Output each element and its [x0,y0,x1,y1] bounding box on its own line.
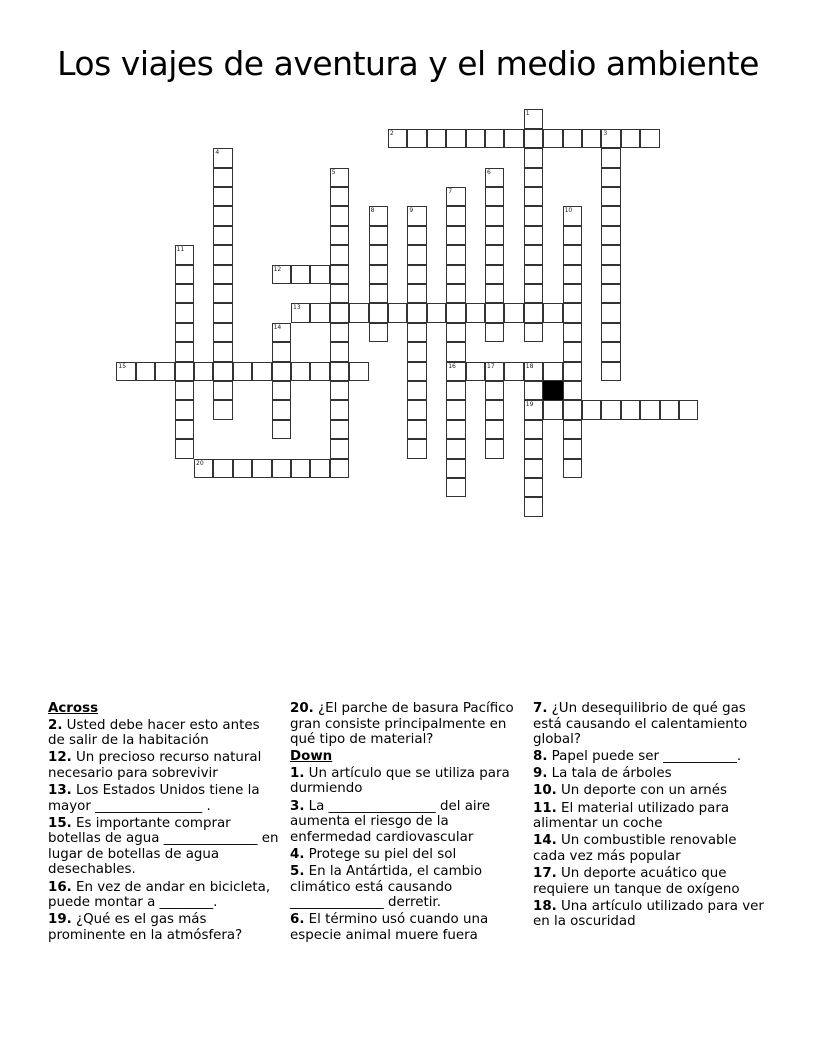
grid-cell[interactable] [407,245,426,264]
grid-cell[interactable] [563,206,582,225]
grid-cell[interactable] [601,265,620,284]
grid-cell[interactable] [601,362,620,381]
grid-cell[interactable] [485,129,504,148]
clue-number: 2 [390,129,394,137]
grid-cell[interactable] [524,362,543,381]
clue-down-11: 11. El material utilizado para alimentar un coche [533,800,730,832]
grid-cell[interactable] [330,439,349,458]
grid-cell[interactable] [407,265,426,284]
clue-number: 14 [273,323,282,331]
grid-cell[interactable] [446,400,465,419]
grid-cell[interactable] [330,362,349,381]
grid-cell[interactable] [213,265,232,284]
grid-cell[interactable] [446,284,465,303]
grid-cell[interactable] [330,206,349,225]
grid-cell[interactable] [330,420,349,439]
grid-cell[interactable] [621,129,640,148]
grid-cell[interactable] [485,265,504,284]
grid-cell[interactable] [291,362,310,381]
grid-cell[interactable] [252,362,271,381]
grid-cell[interactable] [543,400,562,419]
grid-cell[interactable] [330,381,349,400]
grid-cell[interactable] [369,245,388,264]
clue-number: 8 [370,207,375,215]
grid-cell[interactable] [175,245,194,264]
grid-cell[interactable] [563,303,582,322]
grid-cell[interactable] [601,187,620,206]
grid-cell[interactable] [524,109,543,128]
grid-cell[interactable] [213,381,232,400]
grid-cell[interactable] [621,400,640,419]
clues-column-1 [48,701,280,945]
grid-cell[interactable] [330,168,349,187]
grid-cell[interactable] [524,187,543,206]
grid-cell[interactable] [446,342,465,361]
grid-cell[interactable] [175,342,194,361]
grid-cell[interactable] [563,226,582,245]
grid-cell[interactable] [485,187,504,206]
clue-number: 9 [409,207,414,215]
grid-cell[interactable] [466,303,485,322]
grid-cell[interactable] [310,265,329,284]
grid-cell[interactable] [524,323,543,342]
grid-cell[interactable] [330,303,349,322]
grid-cell[interactable] [175,284,194,303]
clue-down-3: 3. La ________________ del aire aumenta el riesgo de la enfermedad cardiovascular [290,798,491,845]
grid-cell[interactable] [407,323,426,342]
grid-cell[interactable] [407,381,426,400]
clue-across-13: 13. Los Estados Unidos tiene la mayor ________________ . [48,782,260,814]
grid-cell[interactable] [272,459,291,478]
grid-cell[interactable] [563,420,582,439]
grid-cell[interactable] [524,168,543,187]
clue-down-10: 10. Un deporte con un arnés [533,783,727,799]
grid-cell[interactable] [504,129,523,148]
grid-cell[interactable] [524,381,543,400]
black-cell [543,381,562,400]
grid-cell[interactable] [446,206,465,225]
grid-cell[interactable] [175,400,194,419]
grid-cell[interactable] [213,342,232,361]
grid-cell[interactable] [407,342,426,361]
grid-cell[interactable] [563,245,582,264]
grid-cell[interactable] [524,497,543,516]
grid-cell[interactable] [155,362,174,381]
grid-cell[interactable] [446,245,465,264]
grid-cell[interactable] [116,362,135,381]
grid-cell[interactable] [563,284,582,303]
across-header: Across [48,701,99,716]
grid-cell[interactable] [213,206,232,225]
grid-cell[interactable] [407,439,426,458]
grid-cell[interactable] [524,226,543,245]
grid-cell[interactable] [446,381,465,400]
grid-cell[interactable] [330,459,349,478]
grid-cell[interactable] [563,381,582,400]
grid-cell[interactable] [485,226,504,245]
grid-cell[interactable] [427,129,446,148]
grid-cell[interactable] [563,265,582,284]
grid-cell[interactable] [524,420,543,439]
clue-number: 7 [448,188,453,195]
grid-cell[interactable] [601,168,620,187]
clue-across-12: 12. Un precioso recurso natural necesario para sobrevivir [48,750,262,781]
grid-cell[interactable] [213,284,232,303]
grid-cell[interactable] [446,439,465,458]
grid-cell[interactable] [407,303,426,322]
grid-cell[interactable] [272,381,291,400]
clue-number: 1 [525,110,530,118]
grid-cell[interactable] [543,303,562,322]
grid-cell[interactable] [543,129,562,148]
clue-down-18: 18. Una artículo utilizado para ver en la oscuridad [533,898,764,930]
grid-cell[interactable] [640,129,659,148]
grid-cell[interactable] [369,323,388,342]
grid-cell[interactable] [601,342,620,361]
grid-cell[interactable] [213,168,232,187]
grid-cell[interactable] [466,362,485,381]
grid-cell[interactable] [330,265,349,284]
grid-cell[interactable] [330,342,349,361]
clue-number: 11 [176,246,185,254]
grid-cell[interactable] [330,323,349,342]
grid-cell[interactable] [563,439,582,458]
grid-cell[interactable] [213,362,232,381]
grid-cell[interactable] [272,265,291,284]
clue-number: 12 [273,265,282,273]
grid-cell[interactable] [485,168,504,187]
grid-cell[interactable] [213,400,232,419]
grid-cell[interactable] [446,420,465,439]
grid-cell[interactable] [272,342,291,361]
clue-number: 5 [331,168,336,176]
clue-number: 6 [487,168,491,176]
grid-cell[interactable] [272,323,291,342]
clues-column-3 [533,701,765,931]
clue-number: 13 [293,304,301,312]
grid-cell[interactable] [446,478,465,497]
grid-cell[interactable] [446,265,465,284]
grid-cell[interactable] [582,129,601,148]
grid-cell[interactable] [175,265,194,284]
grid-cell[interactable] [330,284,349,303]
grid-cell[interactable] [407,284,426,303]
grid-cell[interactable] [369,284,388,303]
grid-cell[interactable] [369,303,388,322]
grid-cell[interactable] [485,323,504,342]
clue-down-9: 9. La tala de árboles [533,766,672,782]
grid-cell[interactable] [524,206,543,225]
grid-cell[interactable] [485,439,504,458]
page-title: Los viajes de aventura y el medio ambiente [57,44,759,83]
grid-cell[interactable] [272,420,291,439]
grid-cell[interactable] [679,400,698,419]
grid-cell[interactable] [136,362,155,381]
grid-cell[interactable] [563,362,582,381]
down-header: Down [290,749,333,765]
clue-down-1: 1. Un artículo que se utiliza para durmiendo [290,765,510,797]
grid-cell[interactable] [369,226,388,245]
grid-cell[interactable] [213,459,232,478]
grid-cell[interactable] [310,362,329,381]
clue-down-7: 7. ¿Un desequilibrio de qué gas está causando el calentamiento global? [533,701,748,748]
grid-cell[interactable] [485,362,504,381]
grid-cell[interactable] [524,245,543,264]
grid-cell[interactable] [175,439,194,458]
grid-cell[interactable] [175,303,194,322]
grid-cell[interactable] [446,459,465,478]
grid-cell[interactable] [485,420,504,439]
clue-down-4: 4. Protege su piel del sol [290,846,457,862]
grid-cell[interactable] [563,323,582,342]
grid-cell[interactable] [310,459,329,478]
grid-cell[interactable] [272,400,291,419]
grid-cell[interactable] [291,265,310,284]
grid-cell[interactable] [446,187,465,206]
grid-cell[interactable] [369,206,388,225]
clue-across-16: 16. En vez de andar en bicicleta, puede montar a ________. [48,879,271,911]
grid-cell[interactable] [601,206,620,225]
grid-cell[interactable] [194,459,213,478]
grid-cell[interactable] [524,284,543,303]
grid-cell[interactable] [407,226,426,245]
grid-cell[interactable] [233,362,252,381]
grid-cell[interactable] [524,265,543,284]
clue-number: 20 [196,459,204,467]
clue-across-2: 2. Usted debe hacer esto antes de salir de la habitación [48,717,260,749]
grid-cell[interactable] [524,303,543,322]
clue-number: 16 [448,362,456,370]
clues-column-2 [290,701,522,945]
grid-cell[interactable] [563,342,582,361]
grid-cell[interactable] [660,400,679,419]
grid-cell[interactable] [485,284,504,303]
grid-cell[interactable] [291,459,310,478]
grid-cell[interactable] [407,420,426,439]
clue-across-19: 19. ¿Qué es el gas más prominente en la atmósfera? [48,912,243,943]
grid-cell[interactable] [466,129,485,148]
grid-cell[interactable] [485,381,504,400]
grid-cell[interactable] [563,400,582,419]
grid-cell[interactable] [194,362,213,381]
grid-cell[interactable] [601,400,620,419]
grid-cell[interactable] [446,226,465,245]
clue-down-6: 6. El término usó cuando una especie animal muere fuera [290,912,489,943]
clue-down-5: 5. En la Antártida, el cambio climático está causando ______________ derretir. [290,863,483,911]
grid-cell[interactable] [485,303,504,322]
grid-cell[interactable] [582,400,601,419]
clue-number: 15 [118,362,127,370]
clue-down-14: 14. Un combustible renovable cada vez más popular [533,833,737,864]
grid-cell[interactable] [504,303,523,322]
grid-cell[interactable] [407,129,426,148]
clue-down-8: 8. Papel puede ser ___________. [533,749,742,765]
grid-cell[interactable] [601,323,620,342]
grid-cell[interactable] [407,400,426,419]
grid-cell[interactable] [563,129,582,148]
crossword-grid [117,110,717,530]
clue-number: 19 [525,401,534,409]
grid-cell[interactable] [601,129,620,148]
grid-cell[interactable] [213,226,232,245]
grid-cell[interactable] [601,148,620,167]
grid-cell[interactable] [543,362,562,381]
grid-cell[interactable] [175,323,194,342]
grid-cell[interactable] [233,459,252,478]
grid-cell[interactable] [175,381,194,400]
grid-cell[interactable] [524,478,543,497]
grid-cell[interactable] [504,362,523,381]
grid-cell[interactable] [310,303,329,322]
grid-cell[interactable] [213,303,232,322]
grid-cell[interactable] [407,206,426,225]
clue-number: 3 [603,129,608,137]
grid-cell[interactable] [388,129,407,148]
grid-cell[interactable] [446,129,465,148]
grid-cell[interactable] [272,362,291,381]
clue-across-20: 20. ¿El parche de basura Pacífico gran consiste principalmente en qué tipo de material? [290,701,514,748]
grid-cell[interactable] [427,303,446,322]
grid-cell[interactable] [213,245,232,264]
grid-cell[interactable] [388,303,407,322]
grid-cell[interactable] [524,400,543,419]
grid-cell[interactable] [252,459,271,478]
grid-cell[interactable] [601,245,620,264]
grid-cell[interactable] [330,226,349,245]
grid-cell[interactable] [213,323,232,342]
grid-cell[interactable] [601,226,620,245]
grid-cell[interactable] [524,459,543,478]
grid-cell[interactable] [175,362,194,381]
grid-cell[interactable] [291,303,310,322]
grid-cell[interactable] [213,148,232,167]
grid-cell[interactable] [407,362,426,381]
grid-cell[interactable] [330,245,349,264]
clue-across-15: 15. Es importante comprar botellas de agua ______________ en lugar de botellas de agua desechables. [48,815,279,878]
grid-cell[interactable] [524,148,543,167]
grid-cell[interactable] [563,459,582,478]
grid-cell[interactable] [601,284,620,303]
grid-cell[interactable] [485,206,504,225]
grid-cell[interactable] [524,129,543,148]
grid-cell[interactable] [446,303,465,322]
grid-cell[interactable] [640,400,659,419]
grid-cell[interactable] [349,303,368,322]
grid-cell[interactable] [213,187,232,206]
grid-cell[interactable] [369,265,388,284]
grid-cell[interactable] [601,303,620,322]
grid-cell[interactable] [485,400,504,419]
clue-down-17: 17. Un deporte acuático que requiere un tanque de oxígeno [533,865,740,897]
grid-cell[interactable] [330,400,349,419]
clue-number: 17 [487,362,495,370]
grid-cell[interactable] [330,187,349,206]
clue-number: 18 [525,362,534,370]
grid-cell[interactable] [524,439,543,458]
grid-cell[interactable] [446,323,465,342]
grid-cell[interactable] [485,245,504,264]
grid-cell[interactable] [349,362,368,381]
clue-number: 10 [564,207,573,215]
grid-cell[interactable] [175,420,194,439]
grid-cell[interactable] [446,362,465,381]
clue-number: 4 [215,149,220,157]
